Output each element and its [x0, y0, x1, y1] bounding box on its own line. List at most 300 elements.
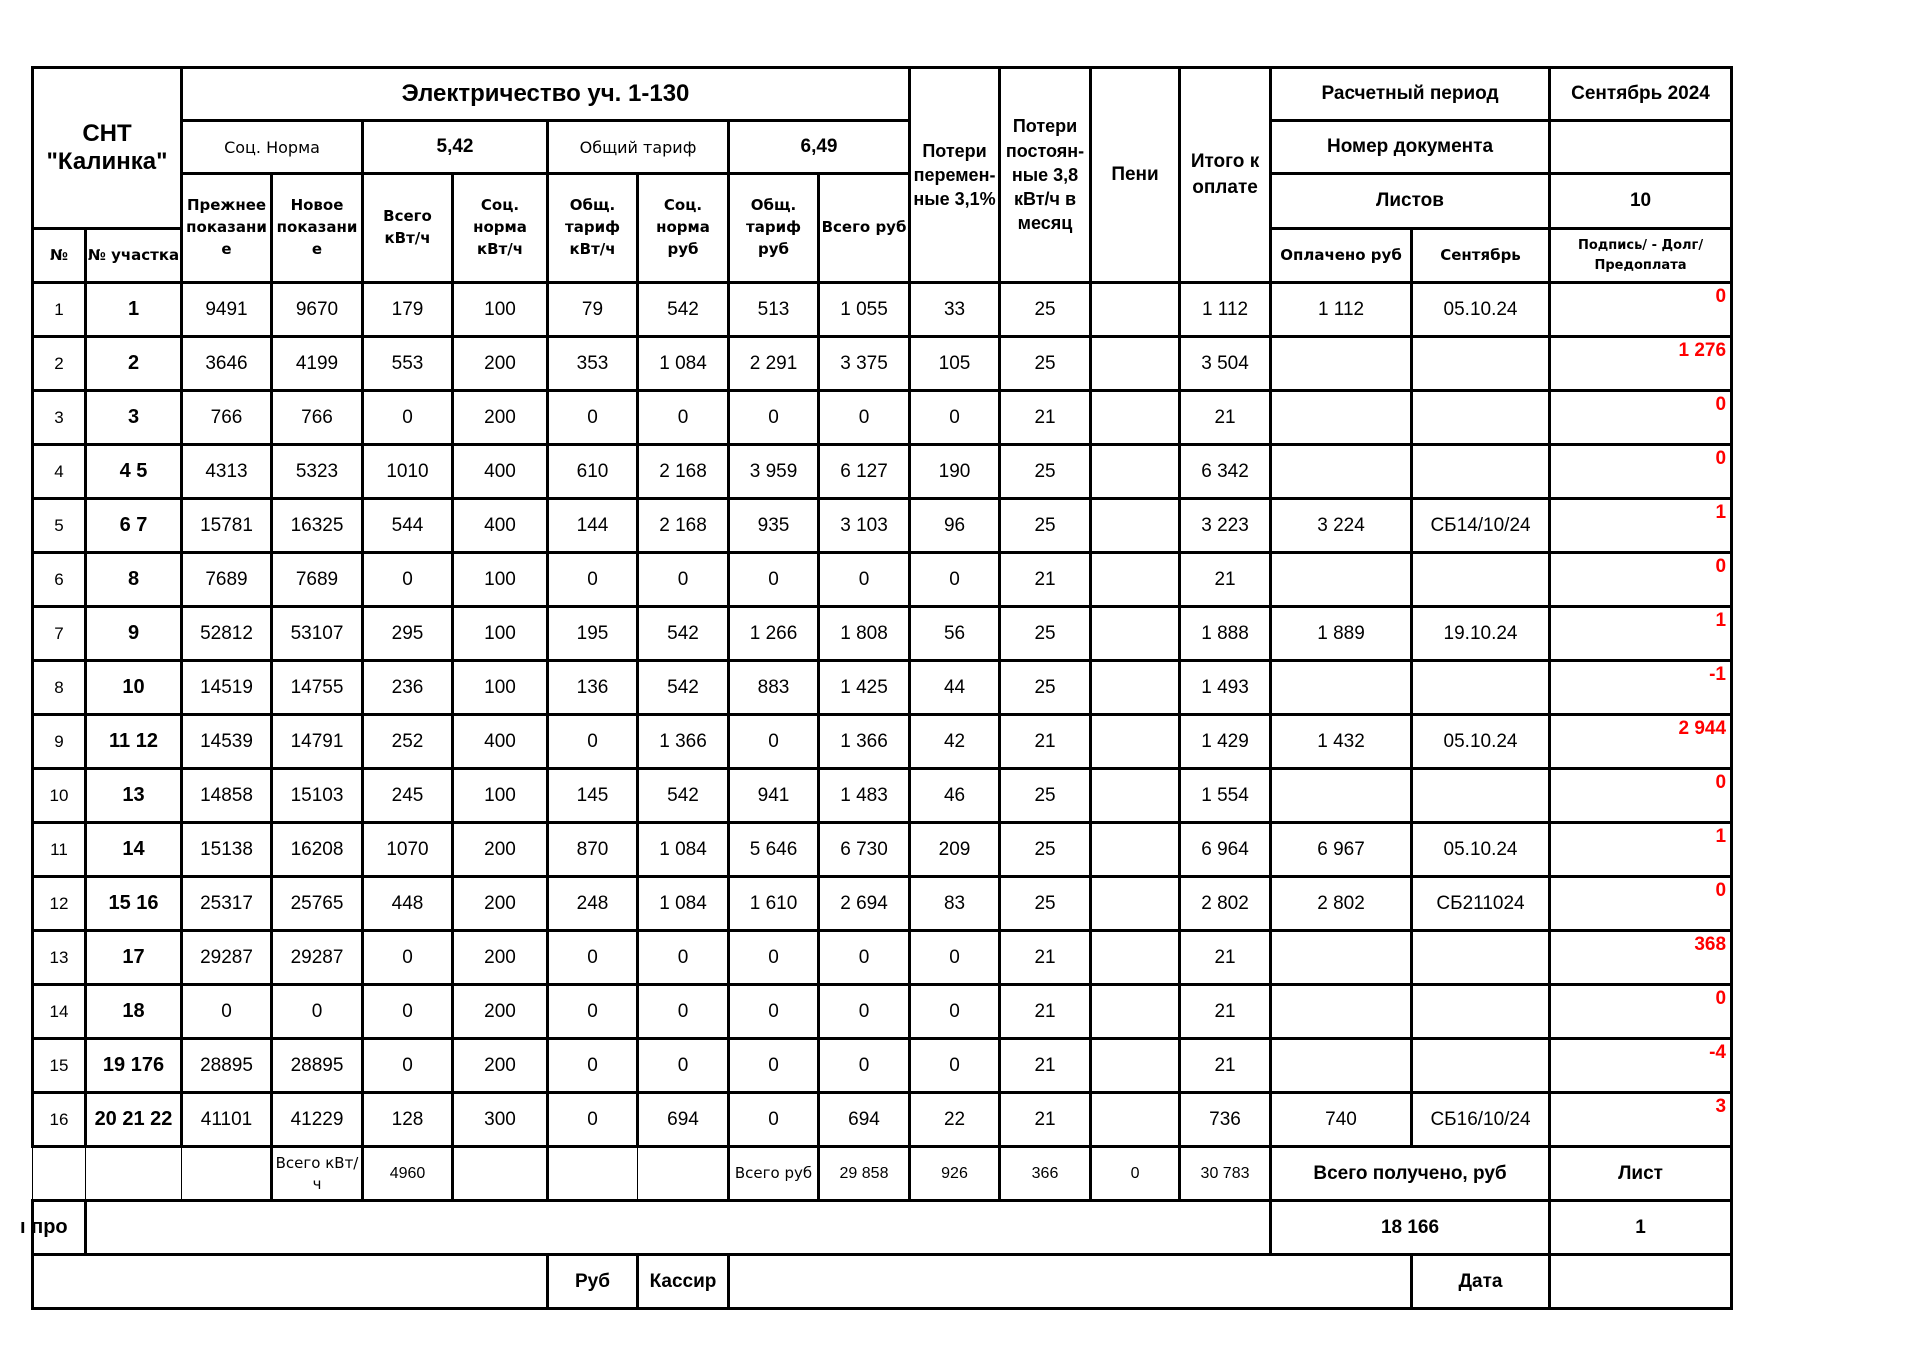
soc-norm-kwh: 100 — [453, 661, 548, 715]
loss-variable: 0 — [910, 985, 1000, 1039]
penalty — [1091, 607, 1180, 661]
gen-tariff-kwh: 0 — [548, 715, 638, 769]
balance-cell — [1550, 1093, 1732, 1147]
total-kwh: 245 — [363, 769, 453, 823]
soc-norm-rub: 694 — [638, 1093, 729, 1147]
soc-norm-rub: 0 — [638, 391, 729, 445]
soc-norm-kwh: 100 — [453, 607, 548, 661]
row-number: 2 — [33, 337, 86, 391]
loss-constant: 21 — [1000, 715, 1091, 769]
sheet-label: Лист — [1550, 1147, 1732, 1201]
loss-variable: 0 — [910, 931, 1000, 985]
payment-date: СБ16/10/24 — [1412, 1093, 1550, 1147]
billing-sheet — [20, 66, 1733, 1310]
gen-tariff-kwh: 0 — [548, 391, 638, 445]
gen-tariff-rub: 941 — [729, 769, 819, 823]
prev-reading: 52812 — [182, 607, 272, 661]
payment-date — [1412, 391, 1550, 445]
balance-cell — [1550, 985, 1732, 1039]
balance-cell — [1550, 931, 1732, 985]
prev-reading: 41101 — [182, 1093, 272, 1147]
total-due: 21 — [1180, 553, 1271, 607]
signature-area — [33, 1255, 548, 1309]
plot-number: 4 5 — [86, 445, 182, 499]
paid-rub: 1 432 — [1271, 715, 1412, 769]
soc-norm-rub: 0 — [638, 931, 729, 985]
soc-norm-rub: 542 — [638, 661, 729, 715]
row-number: 5 — [33, 499, 86, 553]
table-row — [33, 661, 1732, 715]
payment-date — [1412, 985, 1550, 1039]
row-number: 7 — [33, 607, 86, 661]
balance-cell — [1550, 391, 1732, 445]
new-reading: 5323 — [272, 445, 363, 499]
table-row — [33, 553, 1732, 607]
row-number: 6 — [33, 553, 86, 607]
gen-tariff-rub: 0 — [729, 1039, 819, 1093]
col-signature: Подпись/ - Долг/Предоплата — [1550, 229, 1732, 283]
sheets-value: 10 — [1550, 174, 1732, 229]
paid-rub: 1 112 — [1271, 283, 1412, 337]
balance-cell — [1550, 337, 1732, 391]
prev-reading: 766 — [182, 391, 272, 445]
loss-variable: 0 — [910, 391, 1000, 445]
prev-reading: 3646 — [182, 337, 272, 391]
loss-variable: 0 — [910, 553, 1000, 607]
org-line1: СНТ — [82, 120, 132, 147]
balance-value: 1 — [1715, 502, 1727, 523]
total-due: 3 223 — [1180, 499, 1271, 553]
row-number: 8 — [33, 661, 86, 715]
org-line2: "Калинка" — [46, 148, 168, 175]
new-reading: 16208 — [272, 823, 363, 877]
total-due: 6 342 — [1180, 445, 1271, 499]
loss-constant: 25 — [1000, 661, 1091, 715]
total-kwh: 544 — [363, 499, 453, 553]
total-rub: 6 730 — [819, 823, 910, 877]
general-tariff-label: Общий тариф — [548, 121, 729, 174]
balance-value: -4 — [1709, 1042, 1727, 1063]
total-due: 21 — [1180, 985, 1271, 1039]
total-due: 21 — [1180, 1039, 1271, 1093]
total-due-header: Итого к оплате — [1180, 68, 1271, 283]
new-reading: 14755 — [272, 661, 363, 715]
payment-date — [1412, 769, 1550, 823]
paid-rub: 6 967 — [1271, 823, 1412, 877]
new-reading: 16325 — [272, 499, 363, 553]
cashier-label: Кассир — [638, 1255, 729, 1309]
row-number: 14 — [33, 985, 86, 1039]
soc-norm-kwh: 200 — [453, 391, 548, 445]
gen-tariff-kwh: 136 — [548, 661, 638, 715]
loss-constant: 25 — [1000, 283, 1091, 337]
soc-norm-label: Соц. Норма — [182, 121, 363, 174]
gen-tariff-rub: 0 — [729, 715, 819, 769]
total-due: 6 964 — [1180, 823, 1271, 877]
payment-date: 05.10.24 — [1412, 715, 1550, 769]
total-kwh: 448 — [363, 877, 453, 931]
gen-tariff-rub: 935 — [729, 499, 819, 553]
balance-cell — [1550, 607, 1732, 661]
plot-number: 13 — [86, 769, 182, 823]
col-plot: № участка — [86, 229, 182, 283]
soc-norm-rub: 542 — [638, 607, 729, 661]
balance-value: 1 — [1715, 826, 1727, 847]
gen-tariff-kwh: 0 — [548, 985, 638, 1039]
period-value: Сентябрь 2024 — [1550, 68, 1732, 121]
plot-number: 19 176 — [86, 1039, 182, 1093]
payment-date: 19.10.24 — [1412, 607, 1550, 661]
gen-tariff-kwh: 248 — [548, 877, 638, 931]
losses-variable-header: Потери перемен-ные 3,1% — [910, 68, 1000, 283]
table-row — [33, 499, 1732, 553]
balance-value: 0 — [1715, 880, 1727, 901]
gen-tariff-rub: 0 — [729, 931, 819, 985]
totals-rub-value: 29 858 — [819, 1147, 910, 1201]
total-rub: 6 127 — [819, 445, 910, 499]
gen-tariff-kwh: 0 — [548, 1093, 638, 1147]
totals-empty — [548, 1147, 638, 1201]
total-rub: 0 — [819, 1039, 910, 1093]
gen-tariff-kwh: 0 — [548, 1039, 638, 1093]
soc-norm-kwh: 400 — [453, 499, 548, 553]
soc-norm-kwh: 300 — [453, 1093, 548, 1147]
total-kwh: 0 — [363, 391, 453, 445]
payment-date: 05.10.24 — [1412, 283, 1550, 337]
loss-variable: 96 — [910, 499, 1000, 553]
total-due: 3 504 — [1180, 337, 1271, 391]
penalty — [1091, 1039, 1180, 1093]
penalty — [1091, 931, 1180, 985]
balance-value: 3 — [1715, 1096, 1727, 1117]
total-rub: 694 — [819, 1093, 910, 1147]
penalty — [1091, 1093, 1180, 1147]
new-reading: 41229 — [272, 1093, 363, 1147]
balance-cell — [1550, 283, 1732, 337]
soc-norm-kwh: 200 — [453, 931, 548, 985]
gen-tariff-kwh: 610 — [548, 445, 638, 499]
table-row — [33, 769, 1732, 823]
balance-value: 0 — [1715, 448, 1727, 469]
row-number: 1 — [33, 283, 86, 337]
gen-tariff-rub: 513 — [729, 283, 819, 337]
prev-reading: 29287 — [182, 931, 272, 985]
prev-reading: 15138 — [182, 823, 272, 877]
total-due: 21 — [1180, 931, 1271, 985]
col-new-reading: Новое показани е — [272, 174, 363, 283]
gen-tariff-rub: 0 — [729, 391, 819, 445]
payment-date — [1412, 553, 1550, 607]
loss-constant: 25 — [1000, 877, 1091, 931]
table-row — [33, 445, 1732, 499]
row-number: 3 — [33, 391, 86, 445]
row-number: 16 — [33, 1093, 86, 1147]
loss-variable: 209 — [910, 823, 1000, 877]
row-number: 15 — [33, 1039, 86, 1093]
gen-tariff-kwh: 0 — [548, 553, 638, 607]
paid-rub: 2 802 — [1271, 877, 1412, 931]
penalty — [1091, 877, 1180, 931]
balance-value: 1 276 — [1678, 340, 1727, 361]
totals-penalty: 0 — [1091, 1147, 1180, 1201]
row-number: 10 — [33, 769, 86, 823]
payment-date — [1412, 931, 1550, 985]
payment-date — [1412, 337, 1550, 391]
received-label: Всего получено, руб — [1271, 1147, 1550, 1201]
col-total-kwh: Всего кВт/ч — [363, 174, 453, 283]
table-row — [33, 1093, 1732, 1147]
table-row — [33, 283, 1732, 337]
total-rub: 3 103 — [819, 499, 910, 553]
col-paid-rub: Оплачено руб — [1271, 229, 1412, 283]
loss-variable: 22 — [910, 1093, 1000, 1147]
prev-reading: 28895 — [182, 1039, 272, 1093]
soc-norm-kwh: 100 — [453, 553, 548, 607]
total-rub: 0 — [819, 553, 910, 607]
total-kwh: 179 — [363, 283, 453, 337]
soc-norm-rate: 5,42 — [363, 121, 548, 174]
paid-rub — [1271, 553, 1412, 607]
row-number: 4 — [33, 445, 86, 499]
gen-tariff-rub: 1 266 — [729, 607, 819, 661]
paid-rub — [1271, 391, 1412, 445]
balance-cell — [1550, 553, 1732, 607]
soc-norm-rub: 1 084 — [638, 823, 729, 877]
total-kwh: 0 — [363, 985, 453, 1039]
loss-constant: 21 — [1000, 391, 1091, 445]
plot-number: 2 — [86, 337, 182, 391]
table-row — [33, 823, 1732, 877]
soc-norm-kwh: 200 — [453, 877, 548, 931]
plot-number: 14 — [86, 823, 182, 877]
totals-loss-const: 366 — [1000, 1147, 1091, 1201]
totals-kwh-value: 4960 — [363, 1147, 453, 1201]
penalty — [1091, 553, 1180, 607]
payment-date — [1412, 445, 1550, 499]
loss-variable: 42 — [910, 715, 1000, 769]
total-due: 1 888 — [1180, 607, 1271, 661]
gen-tariff-rub: 883 — [729, 661, 819, 715]
soc-norm-kwh: 100 — [453, 283, 548, 337]
penalty — [1091, 391, 1180, 445]
new-reading: 0 — [272, 985, 363, 1039]
balance-cell — [1550, 661, 1732, 715]
prev-reading: 14519 — [182, 661, 272, 715]
plot-number: 15 16 — [86, 877, 182, 931]
balance-value: 2 944 — [1678, 718, 1727, 739]
col-month: Сентябрь — [1412, 229, 1550, 283]
totals-due: 30 783 — [1180, 1147, 1271, 1201]
period-label: Расчетный период — [1271, 68, 1550, 121]
plot-number: 10 — [86, 661, 182, 715]
soc-norm-kwh: 100 — [453, 769, 548, 823]
plot-number: 6 7 — [86, 499, 182, 553]
row-number: 9 — [33, 715, 86, 769]
totals-loss-var: 926 — [910, 1147, 1000, 1201]
row-number: 11 — [33, 823, 86, 877]
notes-area — [86, 1201, 1271, 1255]
penalty — [1091, 823, 1180, 877]
total-kwh: 1010 — [363, 445, 453, 499]
table-row — [33, 715, 1732, 769]
sheet-value: 1 — [1550, 1201, 1732, 1255]
gen-tariff-rub: 0 — [729, 553, 819, 607]
new-reading: 28895 — [272, 1039, 363, 1093]
soc-norm-kwh: 200 — [453, 985, 548, 1039]
losses-constant-header: Потери постоян-ные 3,8 кВт/ч в месяц — [1000, 68, 1091, 283]
payment-date — [1412, 661, 1550, 715]
total-kwh: 0 — [363, 553, 453, 607]
balance-cell — [1550, 823, 1732, 877]
new-reading: 9670 — [272, 283, 363, 337]
col-num: № — [33, 229, 86, 283]
new-reading: 7689 — [272, 553, 363, 607]
col-prev-reading: Прежнее показани е — [182, 174, 272, 283]
soc-norm-rub: 542 — [638, 283, 729, 337]
paid-rub — [1271, 661, 1412, 715]
total-rub: 2 694 — [819, 877, 910, 931]
new-reading: 53107 — [272, 607, 363, 661]
balance-cell — [1550, 499, 1732, 553]
soc-norm-rub: 542 — [638, 769, 729, 823]
new-reading: 29287 — [272, 931, 363, 985]
paid-rub: 1 889 — [1271, 607, 1412, 661]
penalty — [1091, 445, 1180, 499]
balance-value: -1 — [1709, 664, 1727, 685]
new-reading: 766 — [272, 391, 363, 445]
soc-norm-rub: 1 084 — [638, 877, 729, 931]
new-reading: 25765 — [272, 877, 363, 931]
org-name — [33, 68, 182, 229]
col-soc-norm-kwh: Соц. норма кВт/ч — [453, 174, 548, 283]
row-number: 13 — [33, 931, 86, 985]
paid-rub: 3 224 — [1271, 499, 1412, 553]
prev-reading: 25317 — [182, 877, 272, 931]
plot-number: 9 — [86, 607, 182, 661]
loss-constant: 21 — [1000, 931, 1091, 985]
prev-reading: 9491 — [182, 283, 272, 337]
table-row — [33, 607, 1732, 661]
col-gen-tariff-rub: Общ. тариф руб — [729, 174, 819, 283]
total-rub: 1 808 — [819, 607, 910, 661]
total-kwh: 0 — [363, 931, 453, 985]
totals-empty — [638, 1147, 729, 1201]
plot-number: 3 — [86, 391, 182, 445]
payment-date: 05.10.24 — [1412, 823, 1550, 877]
soc-norm-kwh: 400 — [453, 445, 548, 499]
loss-variable: 190 — [910, 445, 1000, 499]
balance-value: 1 — [1715, 610, 1727, 631]
gen-tariff-kwh: 79 — [548, 283, 638, 337]
balance-cell — [1550, 715, 1732, 769]
loss-variable: 44 — [910, 661, 1000, 715]
plot-number: 20 21 22 — [86, 1093, 182, 1147]
total-kwh: 295 — [363, 607, 453, 661]
loss-constant: 25 — [1000, 337, 1091, 391]
total-kwh: 128 — [363, 1093, 453, 1147]
gen-tariff-kwh: 353 — [548, 337, 638, 391]
gen-tariff-kwh: 0 — [548, 931, 638, 985]
gen-tariff-rub: 3 959 — [729, 445, 819, 499]
gen-tariff-rub: 1 610 — [729, 877, 819, 931]
balance-value: 0 — [1715, 286, 1727, 307]
loss-constant: 25 — [1000, 445, 1091, 499]
loss-variable: 105 — [910, 337, 1000, 391]
penalty — [1091, 499, 1180, 553]
paid-rub — [1271, 985, 1412, 1039]
loss-variable: 33 — [910, 283, 1000, 337]
totals-empty — [86, 1147, 182, 1201]
table-row — [33, 337, 1732, 391]
paid-rub: 740 — [1271, 1093, 1412, 1147]
balance-cell — [1550, 877, 1732, 931]
rub-label: Руб — [548, 1255, 638, 1309]
total-rub: 0 — [819, 931, 910, 985]
balance-value: 0 — [1715, 772, 1727, 793]
table-row — [33, 391, 1732, 445]
date-value — [1550, 1255, 1732, 1309]
total-due: 1 554 — [1180, 769, 1271, 823]
loss-variable: 56 — [910, 607, 1000, 661]
col-gen-tariff-kwh: Общ. тариф кВт/ч — [548, 174, 638, 283]
gen-tariff-kwh: 144 — [548, 499, 638, 553]
doc-number-value[interactable] — [1550, 121, 1732, 174]
penalty — [1091, 661, 1180, 715]
plot-number: 11 12 — [86, 715, 182, 769]
loss-variable: 0 — [910, 1039, 1000, 1093]
balance-value: 0 — [1715, 988, 1727, 1009]
soc-norm-rub: 1 084 — [638, 337, 729, 391]
soc-norm-rub: 0 — [638, 1039, 729, 1093]
total-rub: 0 — [819, 985, 910, 1039]
total-rub: 0 — [819, 391, 910, 445]
total-due: 1 112 — [1180, 283, 1271, 337]
soc-norm-rub: 0 — [638, 985, 729, 1039]
loss-variable: 83 — [910, 877, 1000, 931]
table-row — [33, 877, 1732, 931]
soc-norm-kwh: 400 — [453, 715, 548, 769]
total-due: 1 429 — [1180, 715, 1271, 769]
balance-value: 0 — [1715, 556, 1727, 577]
clipped-label-text: ı про — [20, 1216, 68, 1238]
total-due: 1 493 — [1180, 661, 1271, 715]
loss-constant: 25 — [1000, 823, 1091, 877]
date-label: Дата — [1412, 1255, 1550, 1309]
soc-norm-rub: 1 366 — [638, 715, 729, 769]
penalty-header: Пени — [1091, 68, 1180, 283]
loss-constant: 21 — [1000, 1093, 1091, 1147]
gen-tariff-rub: 5 646 — [729, 823, 819, 877]
table-row — [33, 985, 1732, 1039]
paid-rub — [1271, 769, 1412, 823]
penalty — [1091, 283, 1180, 337]
paid-rub — [1271, 931, 1412, 985]
total-rub: 3 375 — [819, 337, 910, 391]
penalty — [1091, 769, 1180, 823]
total-kwh: 252 — [363, 715, 453, 769]
plot-number: 17 — [86, 931, 182, 985]
total-rub: 1 055 — [819, 283, 910, 337]
loss-constant: 21 — [1000, 985, 1091, 1039]
prev-reading: 14858 — [182, 769, 272, 823]
received-value: 18 166 — [1271, 1201, 1550, 1255]
balance-value: 368 — [1694, 934, 1727, 955]
balance-value: 0 — [1715, 394, 1727, 415]
total-due: 2 802 — [1180, 877, 1271, 931]
gen-tariff-kwh: 870 — [548, 823, 638, 877]
soc-norm-kwh: 200 — [453, 1039, 548, 1093]
table-row — [33, 931, 1732, 985]
